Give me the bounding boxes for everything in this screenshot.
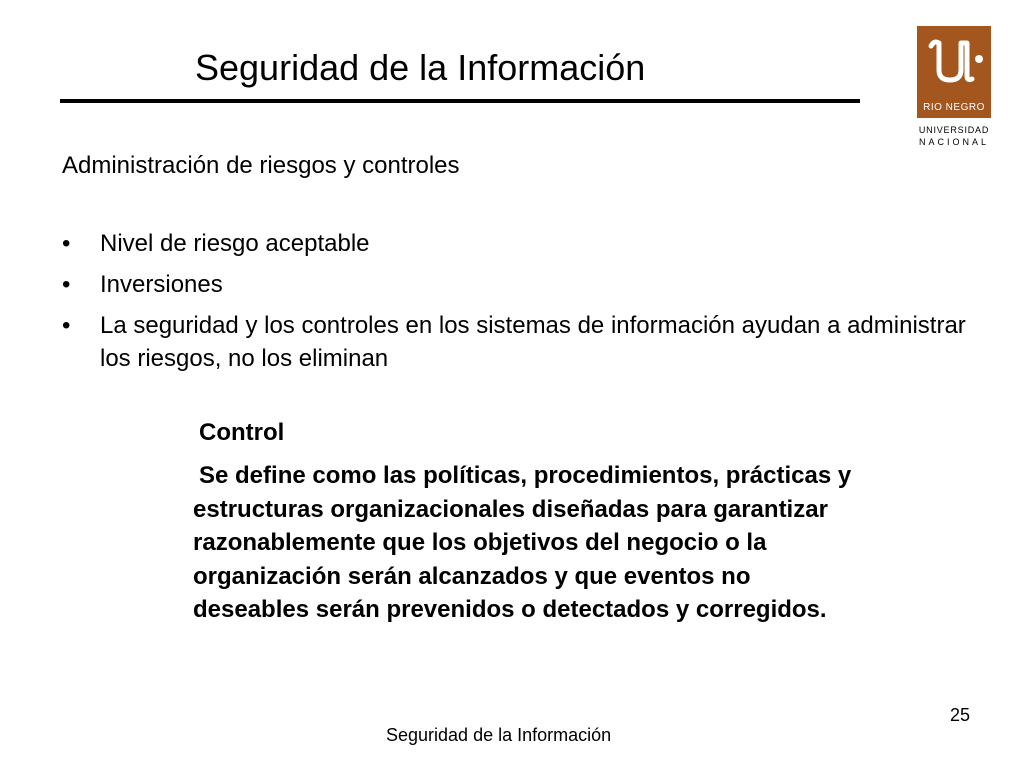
bullet-text: Nivel de riesgo aceptable (100, 230, 370, 257)
bullet-item (62, 227, 1002, 260)
bullet-text: La seguridad y los controles en los sistemas de información ayudan a administrar los riesgos, no los eliminan (100, 312, 966, 372)
university-logo (917, 26, 991, 154)
control-heading: Control (199, 419, 285, 446)
bullet-item (62, 309, 1002, 375)
logo-national-text: NACIONAL (918, 137, 989, 147)
bullet-text: Inversiones (100, 271, 223, 298)
page-number: 25 (949, 705, 970, 725)
title-underline (60, 99, 860, 103)
bullet-marker: • (62, 312, 71, 339)
bullet-marker: • (62, 230, 71, 257)
logo-university-text: UNIVERSIDAD (918, 125, 990, 135)
logo-city-text: RIO NEGRO (923, 102, 985, 113)
logo-block (917, 26, 991, 118)
bullet-item (62, 268, 1002, 301)
footer-text: Seguridad de la Información (386, 725, 612, 745)
slide-subtitle: Administración de riesgos y controles (62, 152, 460, 179)
bullet-marker: • (62, 271, 71, 298)
logo-u-mark-icon (917, 32, 991, 92)
slide-title: Seguridad de la Información (195, 47, 646, 88)
control-definition: Se define como las políticas, procedimientos, prácticas y estructuras organizacionales diseñadas para garantizar razonablemente que los objetivos del negocio o la organización serán alcanzados y que eventos no deseables serán prevenidos o detectados y corregidos. (193, 462, 852, 623)
bullet-list (62, 227, 1002, 383)
